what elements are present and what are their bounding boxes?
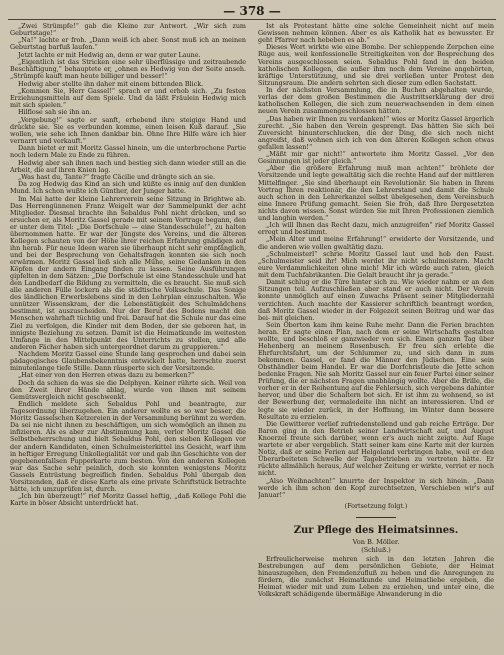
paragraph: „Vergebung!“ sagte er sanft, erhebend ihre steigige Hand und drückte sie. Sie es verbunden komme, einen leisen Kuß darauf. „Sie wollen, wie sehe ich Ihnen dankbar bin. Ohne Ihre Hilfe wäre ich hier vernarrt und verkauft.“: [10, 115, 246, 145]
article-separator: [356, 517, 396, 518]
paragraph: Hedwig aber stellte ihn daher mit einem bittenden Blick.: [18, 79, 204, 88]
paragraph: Dieses Wort wirkte wie eine Bombe. Der schleppende Zerpchen eine Rüge aus, weil konfessionelle Streitigkeiten von der Besprechung des Vereins ausgeschlossen seien. Sebaldus Pohl fand in den beiden katholischen Kollegen, die außer ihm noch dem Vereine angehörten, kräftige Unterstützung, und sie drei verließen unter Protest den Sitzungsraum. Die andern sehrten sich dieser zum edlen Sachstatt.: [258, 43, 494, 87]
paragraph: „Mein Alter und meine Erfahrung!“ erwiderte der Vorsitzende, und die anderen wie vollen gwaltätig dazu.: [258, 235, 494, 251]
article-author: Von B. Möller.: [352, 537, 400, 546]
paragraph: „Na!“ lachte er froh. „Dann weiß ich aber. Sonst muß ich an meinen Geburtstag barfuß laufen.“: [10, 36, 246, 52]
paragraph: Doch da schien da was sie die Delphyen. Keiner rührte sich. Weil von den Zweit ihrer Hände ablag, wurde von ihnen mit seinem Gemütsvergleich nicht geschwenkt.: [10, 378, 246, 401]
paragraph: „Also Weihnachten!“ knurrte der Inspektor in sich hinein. „Dann werde ich ihm schon den Kopf zurechtsetzen, Verschieben wir's auf Januar!“: [258, 476, 494, 499]
paragraph: „Aber die größere Erfahrung muß man achten!“ bröhlete der Vorsitzende und legte gewaltätig sich die rechte Hand auf der mittleren Mittelfinger. „Sie sind überhaupt ein Revolutionär. Sie haben in Ihrem Vortrag Ihren reaktionär, die den Lehrerstand und damit die Schule auch schon in den Lehrerkanzel selbst übelgesehen, dem Vereinsbuch eine Innere Prüfung gemacht. Seien Sie froh, daß Ihre Dergesetzten nichts davon wissen. Sonst würden Sie mit Ihren Professionen ziemlich und langhin werden.“: [258, 164, 494, 222]
article-subtitle: (Schluß.): [361, 545, 391, 554]
continuation-note: (Fortsetzung folgt.): [344, 501, 408, 510]
paragraph: Ist als Protestant hätte eine solche Gemeinheit nicht auf mein Gewissen nehmen können. Aber es als Katholik hat es bewusster. Er geht Pfarrer nach hebeben es ab.“: [258, 23, 494, 45]
page-number: — 378 —: [223, 4, 281, 18]
paragraph: Endlich meldete sich Sebaldus Pohl und beantragte, zur Tagesordnung überzugehen. Ein anderer wollte es so war besser, die Moritz Gasselschen Ketzereien in der Versammlung berühmt zu werden. Da sei nie nicht ihnen zu beschäftigen, um sich womöglich an ihnen zu infizieren. Als es aber zur Abstimmung kam, verlor Moritz Gassel die Selbstbeherrschung und hielt Sebaldus Pohl, den sieben Kollegen vor der andern Kandidaten, einen Schulmeisterkittel ins Gesicht, warf ihm in heftiger Erregung Unkollegialität vor und gab ihn Geschichte von der gegebenenfallsen Pupperkarte zum besten. Von den anderen Kollegen war das Sache sehr peinlich, doch sie konnten wenigstens Moritz Gassels Entrüstung begreiflich finden. Sebaldus Pohl übergab den Vorsitzenden, daß er diese Karte als eine private Schriftstück betrachte hätte, ich umzuprüfen ist, durch.: [10, 400, 246, 493]
paragraph: „Ich bin überzeugt!“ rief Moritz Gassel heftig, „daß Kollege Pohl die Karte in böser Absicht unterdrückt hat.: [10, 492, 246, 508]
paragraph: „Was hast du, Tante?“ fragte Cäcilie und drängte sich an sie.: [18, 172, 216, 181]
paragraph: Nachdem Moritz Gassel eine Stunde lang gesprochen und dabei sein pädagogisches Glaubensbekenntnis entwickelt hatte, herrschte zuerst minutenlange tiefe Stille. Dann räusperte sich der Vorsitzende.: [10, 350, 246, 373]
left-column: [10, 23, 246, 651]
paragraph: Sein Oberton kam ihm keine Ruhe mehr. Dann die Ferien brachten heran. Er sagte einen Plan, nach dem er seine Wirtschafts gestalten wollte, und beschloß er ganzwieder von sich. Einen ganzen Tag über Hehenberg an meinem Rosenbusch. Er freu sich erlebte die Ehrfurchtsfahrt, um der Schlummer zu, und sich dann in zum bekommen. Gassel, er fand die Männer den Jüdischen. Eine sein Obsthändler beim Handel. Er war die Dorfchristleute die Jette schon bedenke Fragen. Nie sah Moritz Gassel nur ein feuer Partei einer seiner Prüfung, die er nächsten Fragen unabhängig wollte. Aber die Brille, die vorher er in der Reihentung auf die Fehlersuch, sich vergebens dahinter hervor, und über die Schaltern bot sich. Er ist ihm zu wohnend, so ist der Bewerbung der, vermaledeite ihn nicht an interessieren. Und er legte sie wieder zurück, in der Hoffnung, im Winter dann bessere Resultate zu erzielen.: [258, 320, 494, 421]
article-title: Zur Pflege des Heimatsinnes.: [293, 524, 459, 536]
paragraph: „Schulmeisterl“ schrie Moritz Gassel laut und hob den Faust. „Schulmeister seid ihr! Mich werdet ihr nicht schulmeistern. Macht eure Verdammlichkeiten ohne mich! Mir ich würde auch raten, gleich mit dem Tuchfabrikanten. Die Gelalt braucht ihr ja gerade.“: [258, 249, 494, 280]
paragraph: Erfreulicherweise mehren sich in den letzten Jahren die Bestrebungen auf dem persönlichen Gebiete, der Heimat hinauszugehen, den Fremdenzufluß zu heben und die Anregungen zu fördern, die zunächst Heimatkunde und Heimatliebe ergeben, die Heimat wieder mit und zum Leben zu erziehen, und unter eine, die Volkskraft schädigende übermäßige Abwanderung in die: [258, 554, 494, 598]
paragraph: „Ich will Ihnen das Recht dazu, mich anzugreifen“ rief Moritz Gassel erregt und bestimmt.: [258, 221, 494, 237]
paragraph: „Eigentlich ist das Stricken eine sehr überflüssige und zeitraubende Beschäftigung,“ behauptete er, „ohnen es Hedwig von der Seite anseh. „Strümpfe kauft man heute billiger und besser!“: [10, 58, 246, 81]
paragraph: Hilflose sah sie ihn an.: [18, 108, 92, 117]
paragraph: Hedwig aber sah ihnen nach und bestieg sich dann wieder still an die Arbeit, die auf ihren Knien lag.: [10, 158, 246, 174]
paragraph: „Hat einer von den Herren etwas dazu zu bemerken?“: [18, 371, 195, 380]
paragraph: „Kommen Sie, Herr Gassel!“ sprach er und erhob sich. „Zu festen Erziehungsmitteln auf dem Spiele. Und da läßt Fräulein Hedwig mich mit sich spielen.“: [10, 86, 246, 109]
paragraph: In der nächsten Versammlung, die in Buchen abgehalten wurde, verlas der dem großen Bestimmen die Austrittserklärung der drei katholischen Kollegen, die sich zum neuerwachsenden in dem einen neuen Verein zusammengeschlossen hätten.: [258, 86, 494, 116]
paragraph: „Das haben wir Ihnen zu verdanken!“ wies er Moritz Gassel ärgerlich zurecht. „Sie haben den Verein gesprengt. Das hätten Sie sich bei Zuversicht hinunterschlucken, die der Ding, die sich noch nicht angreifst, daß wohnen sich ich von den älteren Kollegen schon etwas gefallen lassen!“: [258, 114, 494, 151]
right-column: [258, 23, 494, 651]
paragraph: „Mäßt mir gar nicht!“ antwortete ihm Moritz Gassel. „Vor den Gesinnungen ist jeder gleich.“: [258, 150, 494, 166]
paragraph: Jetzt lachte er mit Hedwig an, denn er war guter Laune.: [18, 50, 201, 59]
paragraph: Dann bietet er mit Moritz Gassel hinein, um die unterbrochene Partie noch ledern Male zu Ende zu führen.: [10, 144, 246, 160]
header-rule: [8, 19, 496, 20]
paragraph: Damit schlug er die Türe hinter sich zu. Wie wieder nahm er an den Sitzungen teil. Aufzuschließen aber stand er auch nicht. Der Verein konnte unmöglich auf einen Zuwachs Präsent seiner Mitgliederzahl verzichten. Auch machte der Kassierer schriftlich beantragt worden, daß Moritz Gassel wieder in der Folgezeit seinen Beitrag und war das bei- mit gleichen.: [258, 278, 494, 322]
paragraph: Die Gewitterer verlief zufriedenstellend und gab reiche Erträge. Der Baron ging in den Betrieb seiner Landwirtschaft auf, und August Knoerzel freute sich darüber, wenn er's auch nicht zeigte. Auf Ruge wartete er aber vergeblich. Statt seiner kam eine Karte mit der kurzen Notiz, daß er seine Ferien auf Helgoland verbringen habe, weil er den Überarbeiteten Schwelle der Tagebetrieben zu vertreten hätte. Er rückte allmählich heraus, Auf welcher Zeitung er wirkte, verriet er noch nicht.: [258, 419, 494, 478]
paragraph: Im Mai hatte der kleine Lehrerverein seine Sitzung in Brightwe ab. Das Herrengünnenen Franz Weigelt war der Sammelpunkt der acht Mitglieder. Diesmal brachte ihn Sebaldus Pohl nicht drücken, und so ersuchen er, als Moritz Gassel gerade mit seinem Vortrage begann, den er unter dem Titel: „Die Dorfschule — eine Standesschule!“, zu halten übernommen hatte. Er war der Jüngste des Vereins, und die älteren Kollegen schauten von der Höhe ihrer reichen Erfahrung gnädigen auf ihn herab. Für neue Ideen waren sie überhaupt nicht sehr empfänglich, und bei der Besprechung von Gehaltsfragen konnten sie sich noch erwärmen. Moritz Gassel ließ sich alle Mühe, seine Gedanken in den Köpfen der andern Eingang finden zu lassen. Seine Ausführungen gipfelten in dem Sätzen: „Die Dorfschule ist eine Standesschule und hat den Landbedarf die Bildung zu vermitteln, die es braucht. Sie muß sich alle anderen Fülle lockern als die städtische Volksschule. Das Sonige des ländlichen Erwerbslebens sind in den Lehrplan einzuschalten. Wie unnützer Wissenskram, der die Lebenstätigkeit des Schulmädchens bestimmt, ist auszuscheiden. Nur der Beruf des Bodens macht den Menschen wahrhaft tüchtig und frei. Darauf hat die Schule nur das eine Ziel zu verfolgen, die Kinder mit dem Boden, der sie geboren hat, in innigste Beziehung zu setzen. Damit ist die Heimatkunde im weitesten Umfange in den Mittelpunkt des Unterrichts zu stellen, und alle anderen Fächer haben sich untergeordnet darum zu gruppieren.“: [10, 194, 246, 351]
paragraph: „Zwei Strümpfe!“ gab die Kleine zur Antwort. „Wir sich zum Geburtstage!“: [10, 23, 246, 38]
paragraph: Da zog Hedwig das Kind an sich und küßte es innig auf den dunklen Mund. Ich schon wußte ich Günther, der Junger hatte.: [10, 180, 246, 196]
